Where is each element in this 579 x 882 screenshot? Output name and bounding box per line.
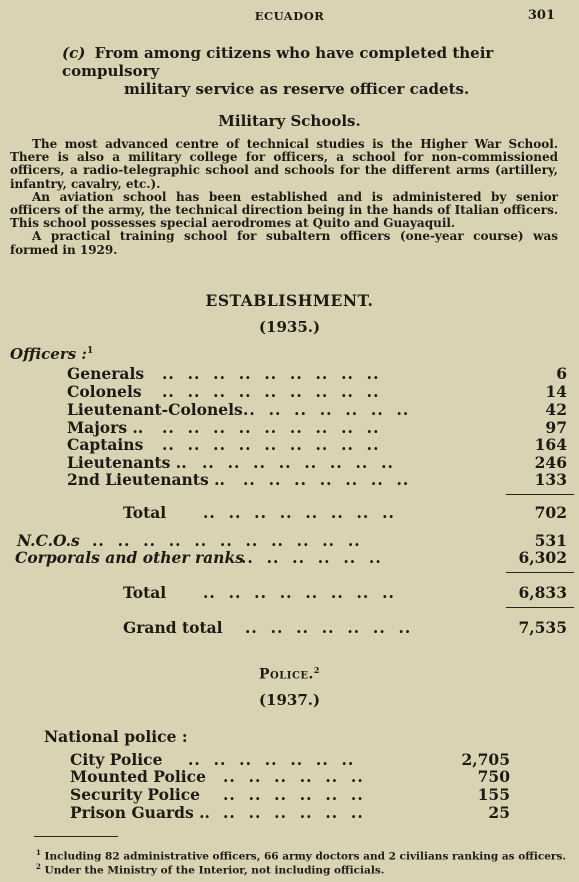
row-value: 6,833 bbox=[518, 583, 567, 602]
row-label: Lieutenant-Colonels bbox=[67, 400, 243, 419]
row-value: 133 bbox=[534, 470, 567, 489]
row-label: City Police bbox=[70, 750, 163, 769]
table-row bbox=[70, 785, 510, 803]
sum-rule bbox=[506, 607, 574, 608]
row-label: Generals bbox=[67, 364, 145, 383]
row-label: Colonels bbox=[67, 382, 142, 401]
table-row bbox=[67, 470, 567, 488]
row-value: 6 bbox=[556, 364, 567, 383]
officers-label bbox=[10, 345, 93, 363]
sum-rule bbox=[506, 494, 574, 495]
officers-label-text: Officers : bbox=[10, 345, 87, 363]
police-heading bbox=[0, 665, 579, 683]
row-value: 6,302 bbox=[518, 548, 567, 567]
footnote-text: Including 82 administrative officers, 66 army doctors and 2 civilians ranking as officers. bbox=[44, 850, 567, 863]
leader-dots: .. .. .. .. .. .. .. bbox=[245, 618, 412, 637]
leader-dots: .. .. .. .. .. .. .. .. .. bbox=[162, 418, 380, 437]
footnote-rule bbox=[34, 836, 118, 837]
leader-dots: .. .. .. .. .. .. .. bbox=[243, 400, 410, 419]
row-value: 25 bbox=[488, 803, 510, 822]
row-value: 702 bbox=[534, 503, 567, 522]
clause-marker: (c) bbox=[62, 44, 86, 62]
military-schools-text bbox=[10, 138, 558, 257]
row-label: Security Police bbox=[70, 785, 201, 804]
leader-dots: .. .. .. .. .. .. .. .. .. .. .. bbox=[92, 531, 361, 550]
row-value: 42 bbox=[545, 400, 567, 419]
table-row bbox=[67, 382, 567, 400]
paragraph: An aviation school has been established and is administered by senior officers of the army, the technical direction being in the hands of Italian officers. This school possesses special aerodromes at Quito and Guayaquil. bbox=[10, 189, 558, 231]
row-label: Total bbox=[123, 503, 167, 522]
footnote-marker: 2 bbox=[313, 665, 320, 675]
footnote-marker: 1 bbox=[36, 848, 41, 857]
footnote-text: Under the Ministry of the Interior, not including officials. bbox=[44, 864, 385, 877]
row-label: Prison Guards .. bbox=[70, 803, 210, 822]
row-value: 2,705 bbox=[461, 750, 510, 769]
police-year: (1937.) bbox=[258, 691, 321, 709]
leader-dots: .. .. .. .. .. .. .. bbox=[188, 750, 355, 769]
row-value: 14 bbox=[545, 382, 567, 401]
establishment-heading: ESTABLISHMENT. bbox=[205, 291, 374, 310]
row-value: 164 bbox=[534, 435, 567, 454]
row-label: Captains bbox=[67, 435, 144, 454]
paragraph: The most advanced centre of technical studies is the Higher War School. There is also a military college for officers, a school for non-commissioned officers, a radio-telegraphic school and schools for the different arms (artillery, infantry, cavalry, etc.). bbox=[10, 137, 558, 191]
leader-dots: .. .. .. .. .. .. bbox=[223, 803, 364, 822]
leader-dots: .. .. .. .. .. .. bbox=[223, 785, 364, 804]
officers-total-row bbox=[123, 503, 567, 521]
table-row bbox=[70, 750, 510, 768]
row-label: N.C.O.s bbox=[17, 531, 80, 550]
sum-rule bbox=[506, 572, 574, 573]
establishment-year: (1935.) bbox=[258, 318, 321, 336]
table-row bbox=[70, 803, 510, 821]
row-label: 2nd Lieutenants .. bbox=[67, 470, 225, 489]
row-value: 750 bbox=[477, 767, 510, 786]
row-label: Corporals and other ranks bbox=[15, 548, 244, 567]
national-police-label: National police : bbox=[44, 727, 188, 746]
leader-dots: .. .. .. .. .. .. .. .. .. bbox=[162, 364, 380, 383]
paragraph: A practical training school for subaltern officers (one-year course) was formed in 1929. bbox=[10, 229, 558, 257]
military-schools-heading: Military Schools. bbox=[218, 112, 361, 130]
row-label: Total bbox=[123, 583, 167, 602]
page-number: 301 bbox=[527, 8, 555, 23]
row-label: Mounted Police bbox=[70, 767, 206, 786]
leader-dots: .. .. .. .. .. .. .. .. .. bbox=[162, 435, 380, 454]
row-value: 97 bbox=[545, 418, 567, 437]
row-value: 246 bbox=[534, 453, 567, 472]
leader-dots: .. .. .. .. .. .. bbox=[223, 767, 364, 786]
clause-c bbox=[62, 44, 562, 98]
row-label: Lieutenants .. bbox=[67, 453, 187, 472]
ranks-total-row bbox=[123, 583, 567, 601]
row-value: 531 bbox=[534, 531, 567, 550]
table-row bbox=[15, 548, 567, 566]
row-label: Majors .. bbox=[67, 418, 144, 437]
table-row bbox=[67, 400, 567, 418]
leader-dots: .. .. .. .. .. .. .. .. .. bbox=[162, 382, 380, 401]
row-value: 155 bbox=[477, 785, 510, 804]
row-label: Grand total bbox=[123, 618, 223, 637]
row-value: 7,535 bbox=[518, 618, 567, 637]
footnote bbox=[36, 862, 384, 877]
leader-dots: .. .. .. .. .. .. .. .. bbox=[203, 583, 395, 602]
clause-line-2: military service as reserve officer cadets. bbox=[124, 80, 470, 98]
clause-line-1: From among citizens who have completed their compulsory bbox=[62, 44, 494, 80]
table-row bbox=[67, 435, 567, 453]
table-row bbox=[67, 364, 567, 382]
leader-dots: .. .. .. .. .. .. .. .. bbox=[203, 503, 395, 522]
police-heading-text: Police. bbox=[259, 666, 314, 683]
leader-dots: .. .. .. .. .. .. .. .. bbox=[202, 453, 394, 472]
leader-dots: .. .. .. .. .. .. bbox=[241, 548, 382, 567]
running-header: ECUADOR bbox=[254, 9, 325, 23]
table-row bbox=[70, 767, 510, 785]
grand-total-row bbox=[123, 618, 567, 636]
table-row bbox=[67, 453, 567, 471]
table-row bbox=[67, 418, 567, 436]
footnote-marker: 1 bbox=[86, 346, 94, 356]
table-row bbox=[17, 531, 567, 549]
footnote bbox=[36, 848, 566, 863]
footnote-marker: 2 bbox=[36, 862, 41, 871]
leader-dots: .. .. .. .. .. .. .. bbox=[243, 470, 410, 489]
